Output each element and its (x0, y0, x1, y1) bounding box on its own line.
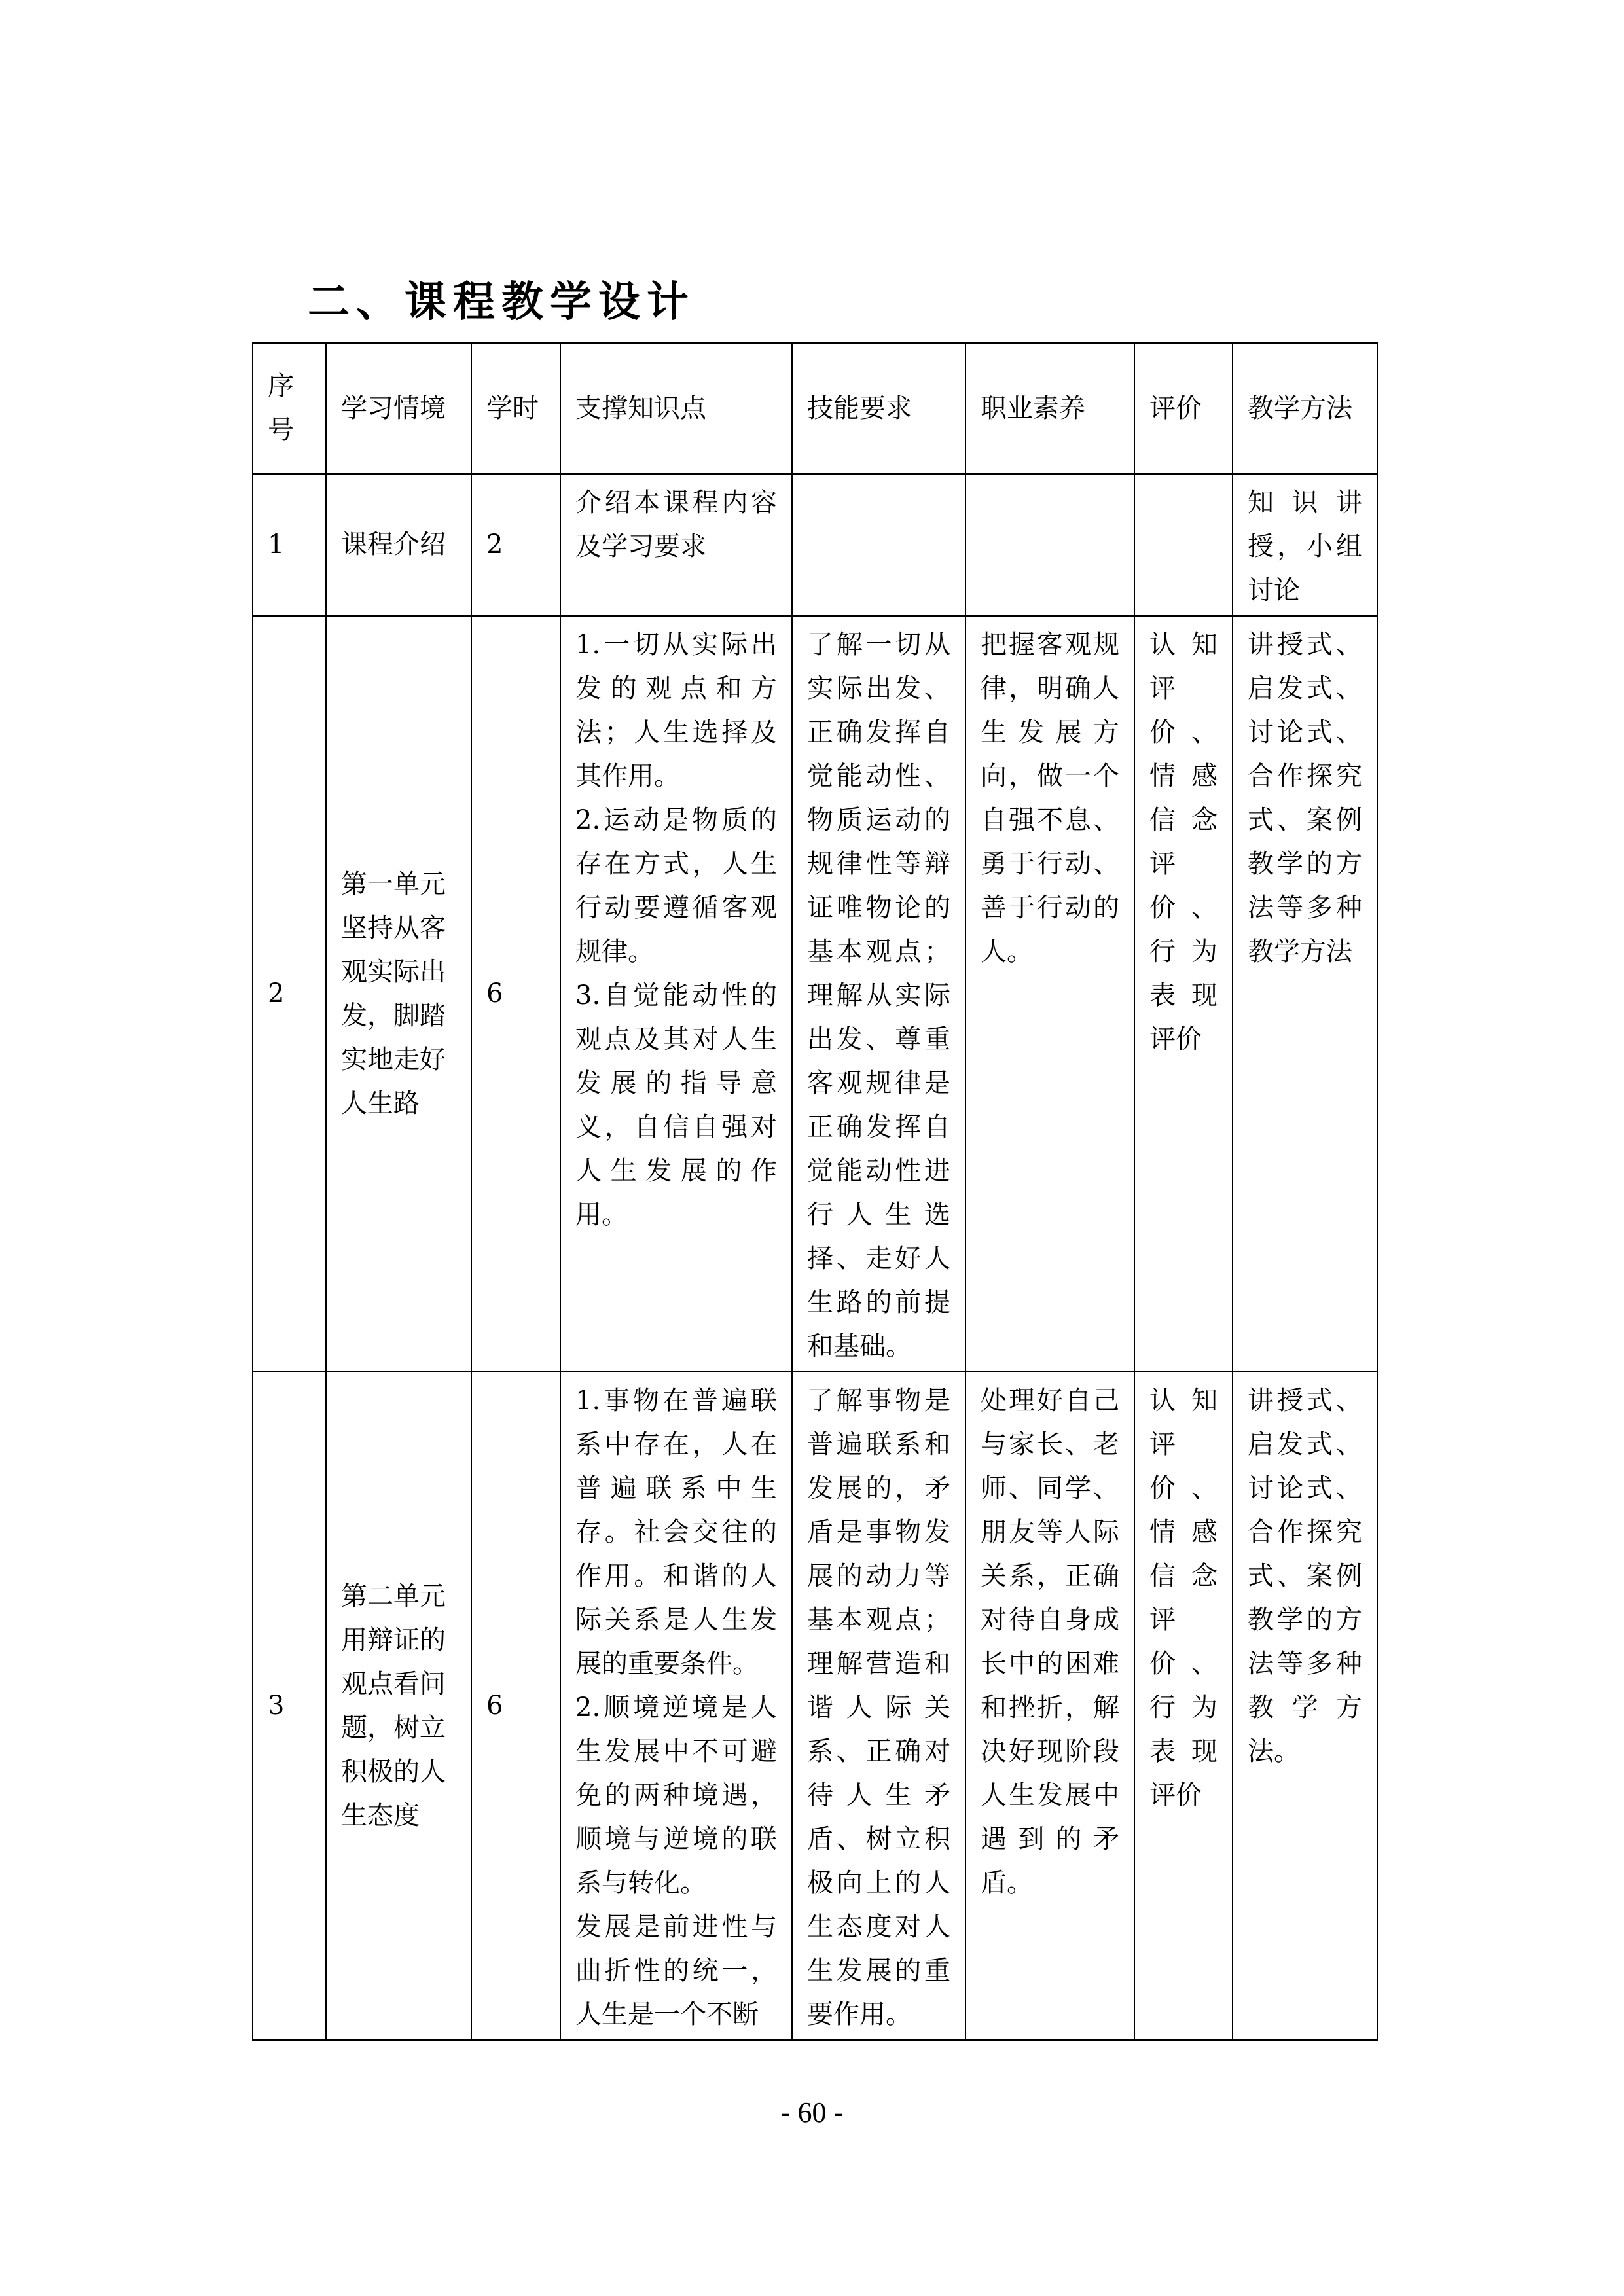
cell-evaluation: 认知评价、情感信念评价、行为表现评价 (1134, 1372, 1233, 2040)
cell-evaluation (1134, 474, 1233, 616)
header-literacy: 职业素养 (965, 343, 1134, 474)
cell-hours: 6 (471, 1372, 560, 2040)
cell-method: 讲授式、启发式、讨论式、合作探究式、案例教学的方法等多种教学方法 (1233, 616, 1377, 1372)
cell-knowledge: 介绍本课程内容及学习要求 (560, 474, 792, 616)
header-no: 序号 (253, 343, 326, 474)
section-title: 二、课程教学设计 (308, 278, 695, 327)
cell-method: 讲授式、启发式、讨论式、合作探究式、案例教学的方法等多种教学方法。 (1233, 1372, 1377, 2040)
cell-no: 1 (253, 474, 326, 616)
cell-hours: 2 (471, 474, 560, 616)
course-design-table (252, 342, 1378, 2041)
table-row (253, 474, 1377, 616)
cell-situation: 第二单元用辩证的观点看问题，树立积极的人生态度 (326, 1372, 471, 2040)
header-situation: 学习情境 (326, 343, 471, 474)
cell-literacy: 处理好自己与家长、老师、同学、朋友等人际关系，正确对待自身成长中的困难和挫折，解决好现阶段人生发展中遇到的矛盾。 (965, 1372, 1134, 2040)
header-skills: 技能要求 (792, 343, 965, 474)
table-row (253, 616, 1377, 1372)
header-knowledge: 支撑知识点 (560, 343, 792, 474)
cell-skills (792, 474, 965, 616)
cell-evaluation: 认知评价、情感信念评价、行为表现评价 (1134, 616, 1233, 1372)
cell-hours: 6 (471, 616, 560, 1372)
cell-no: 2 (253, 616, 326, 1372)
cell-literacy (965, 474, 1134, 616)
table-header-row (253, 343, 1377, 474)
cell-situation: 课程介绍 (326, 474, 471, 616)
cell-knowledge: 1.事物在普遍联系中存在，人在普遍联系中生存。社会交往的作用。和谐的人际关系是人生发展的重要条件。 2.顺境逆境是人生发展中不可避免的两种境遇，顺境与逆境的联系与转化。 发展是前进性与曲折性的统一，人生是一个不断 (560, 1372, 792, 2040)
cell-knowledge: 1.一切从实际出发的观点和方法；人生选择及其作用。 2.运动是物质的存在方式，人生行动要遵循客观规律。 3.自觉能动性的观点及其对人生发展的指导意义，自信自强对人生发展的作用。 (560, 616, 792, 1372)
header-evaluation: 评价 (1134, 343, 1233, 474)
cell-skills: 了解事物是普遍联系和发展的，矛盾是事物发展的动力等基本观点；理解营造和谐人际关系、正确对待人生矛盾、树立积极向上的人生态度对人生发展的重要作用。 (792, 1372, 965, 2040)
header-hours: 学时 (471, 343, 560, 474)
cell-method: 知识讲授，小组讨论 (1233, 474, 1377, 616)
header-method: 教学方法 (1233, 343, 1377, 474)
cell-skills: 了解一切从实际出发、正确发挥自觉能动性、物质运动的规律性等辩证唯物论的基本观点；理解从实际出发、尊重客观规律是正确发挥自觉能动性进行人生选择、走好人生路的前提和基础。 (792, 616, 965, 1372)
page-number: - 60 - (780, 2096, 844, 2128)
cell-no: 3 (253, 1372, 326, 2040)
cell-literacy: 把握客观规律，明确人生发展方向，做一个自强不息、勇于行动、善于行动的人。 (965, 616, 1134, 1372)
table-row (253, 1372, 1377, 2040)
cell-situation: 第一单元坚持从客观实际出发，脚踏实地走好人生路 (326, 616, 471, 1372)
